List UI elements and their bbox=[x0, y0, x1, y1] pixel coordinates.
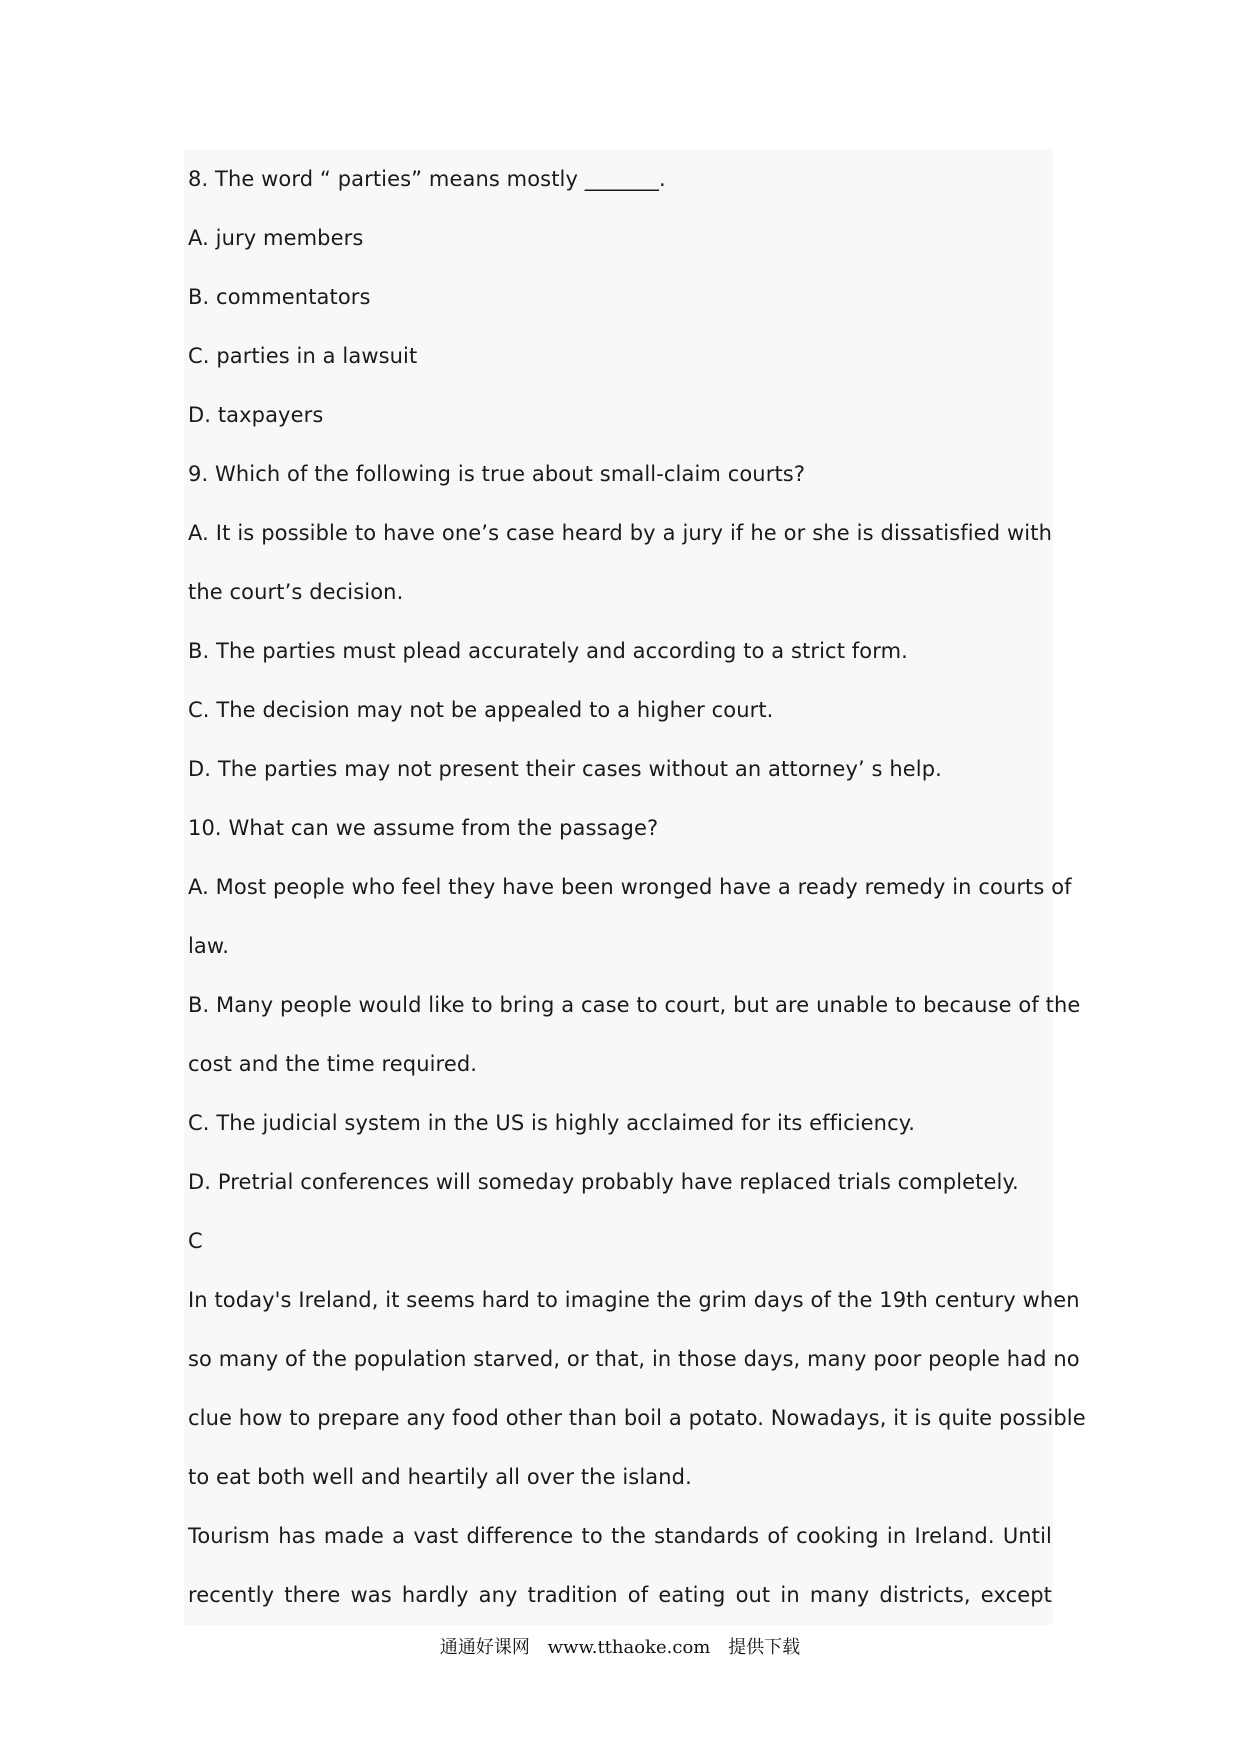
passage-paragraph-2-line-1: Tourism has made a vast difference to the standards of cooking in Ireland. Until bbox=[188, 1524, 1052, 1548]
question-8-stem: 8. The word “ parties” means mostly _______. bbox=[188, 167, 666, 191]
q10-option-a-line-1: A. Most people who feel they have been wronged have a ready remedy in courts of bbox=[188, 875, 1072, 899]
question-9-stem: 9. Which of the following is true about small-claim courts? bbox=[188, 462, 806, 486]
footer-site-name: 通通好课网 bbox=[439, 1637, 530, 1658]
q9-option-b: B. The parties must plead accurately and according to a strict form. bbox=[188, 639, 908, 663]
passage-paragraph-2-line-2: recently there was hardly any tradition of eating out in many districts, except bbox=[188, 1583, 1052, 1607]
footer-url: www.tthaoke.com bbox=[547, 1637, 711, 1658]
q9-option-d: D. The parties may not present their cases without an attorney’ s help. bbox=[188, 757, 942, 781]
q10-option-d: D. Pretrial conferences will someday probably have replaced trials completely. bbox=[188, 1170, 1019, 1194]
q10-option-b-line-1: B. Many people would like to bring a case to court, but are unable to because of the bbox=[188, 993, 1081, 1017]
passage-paragraph-1-line-2: so many of the population starved, or that, in those days, many poor people had no bbox=[188, 1347, 1080, 1371]
q8-option-c: C. parties in a lawsuit bbox=[188, 344, 418, 368]
q9-option-a-line-2: the court’s decision. bbox=[188, 580, 404, 604]
q8-option-d: D. taxpayers bbox=[188, 403, 324, 427]
q8-option-b: B. commentators bbox=[188, 285, 371, 309]
page-footer bbox=[0, 1636, 1240, 1660]
passage-paragraph-1-line-4: to eat both well and heartily all over the island. bbox=[188, 1465, 692, 1489]
q10-option-c: C. The judicial system in the US is highly acclaimed for its efficiency. bbox=[188, 1111, 916, 1135]
passage-paragraph-1-line-3: clue how to prepare any food other than boil a potato. Nowadays, it is quite possible bbox=[188, 1406, 1086, 1430]
footer-action-text: 提供下载 bbox=[728, 1637, 801, 1658]
document-text-block bbox=[184, 149, 1086, 1625]
section-heading-c: C bbox=[188, 1229, 203, 1253]
q9-option-a-line-1: A. It is possible to have one’s case heard by a jury if he or she is dissatisfied with bbox=[188, 521, 1052, 545]
passage-paragraph-1-line-1: In today's Ireland, it seems hard to imagine the grim days of the 19th century when bbox=[188, 1288, 1080, 1312]
q8-option-a: A. jury members bbox=[188, 226, 364, 250]
q10-option-a-line-2: law. bbox=[188, 934, 230, 958]
q10-option-b-line-2: cost and the time required. bbox=[188, 1052, 478, 1076]
q9-option-c: C. The decision may not be appealed to a higher court. bbox=[188, 698, 774, 722]
question-10-stem: 10. What can we assume from the passage? bbox=[188, 816, 659, 840]
